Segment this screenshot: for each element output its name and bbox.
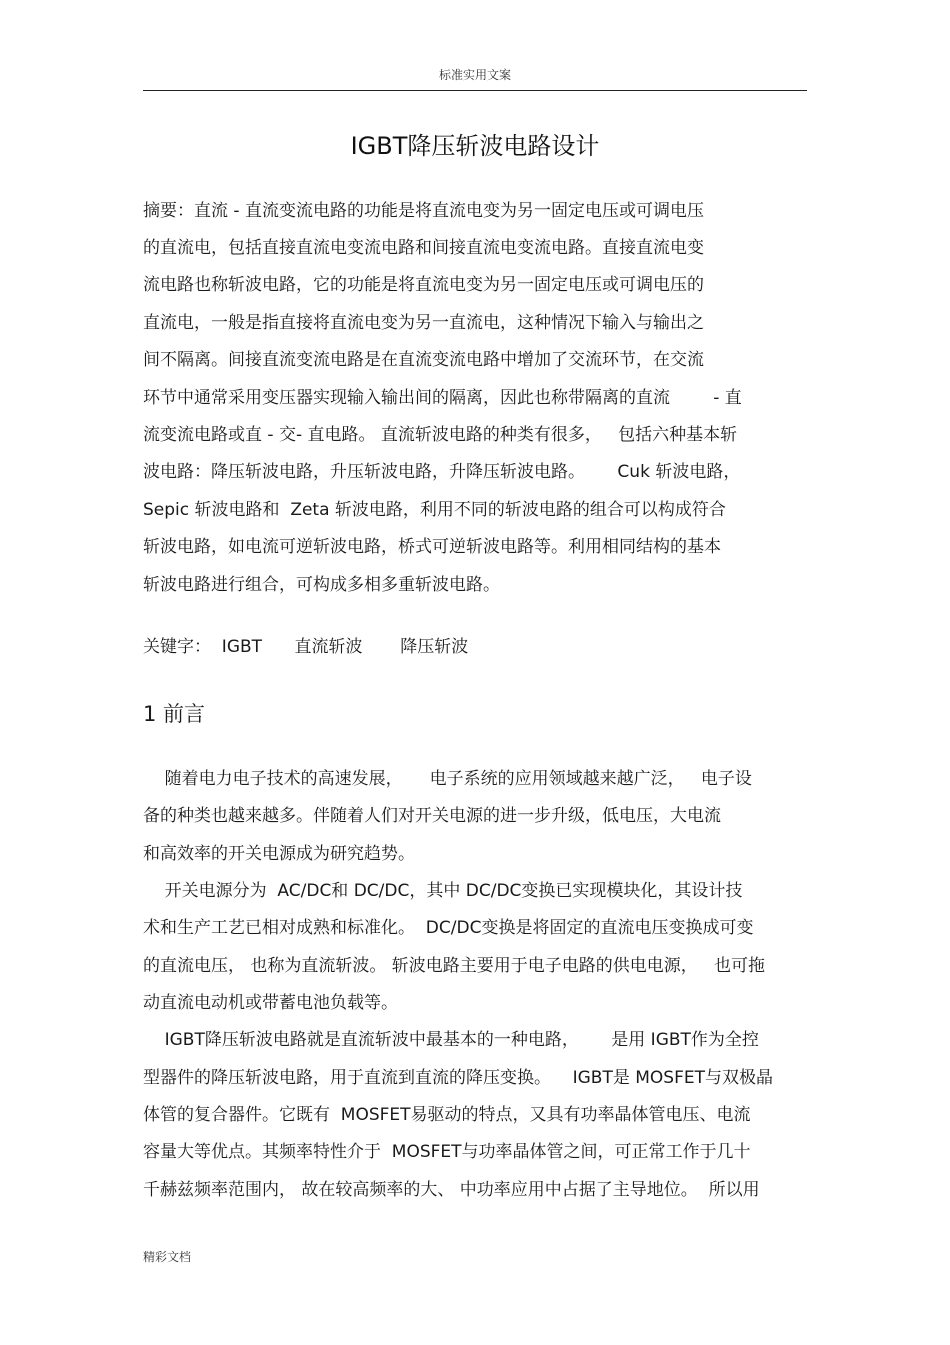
body-line: 和高效率的开关电源成为研究趋势。 (143, 844, 415, 864)
body-line: 容量大等优点。其频率特性介于 MOSFET与功率晶体管之间，可正常工作于几十 (143, 1142, 751, 1162)
page-footer-label: 精彩文档 (143, 1250, 192, 1264)
body-line: 术和生产工艺已相对成熟和标准化。 DC/DC变换是将固定的直流电压变换成可变 (143, 918, 754, 938)
section-heading: 1 前言 (143, 702, 206, 726)
body-line: 体管的复合器件。它既有 MOSFET易驱动的特点，又具有功率晶体管电压、电流 (143, 1105, 751, 1125)
header-divider (143, 90, 807, 91)
body-line: 型器件的降压斩波电路，用于直流到直流的降压变换。 IGBT是 MOSFET与双极晶 (143, 1068, 773, 1088)
abstract-line: 流电路也称斩波电路，它的功能是将直流电变为另一固定电压或可调电压的 (143, 275, 704, 295)
document-title: IGBT降压斩波电路设计 (350, 132, 600, 160)
abstract-line: Sepic 斩波电路和 Zeta 斩波电路，利用不同的斩波电路的组合可以构成符合 (143, 500, 726, 520)
page-header-label: 标准实用文案 (438, 68, 511, 82)
abstract-line: 间不隔离。间接直流变流电路是在直流变流电路中增加了交流环节，在交流 (143, 350, 704, 370)
abstract-line: 直流电，一般是指直接将直流电变为另一直流电，这种情况下输入与输出之 (143, 313, 704, 333)
body-line: 千赫兹频率范围内， 故在较高频率的大、 中功率应用中占据了主导地位。 所以用 (143, 1180, 760, 1200)
body-line: 随着电力电子技术的高速发展， 电子系统的应用领域越来越广泛， 电子设 (143, 769, 752, 789)
abstract-line: 的直流电，包括直接直流电变流电路和间接直流电变流电路。直接直流电变 (143, 238, 704, 258)
body-line: 的直流电压， 也称为直流斩波。 斩波电路主要用于电子电路的供电电源， 也可拖 (143, 956, 766, 976)
abstract-line: 斩波电路进行组合，可构成多相多重斩波电路。 (143, 575, 500, 595)
abstract-line: 流变流电路或直 - 交- 直电路。 直流斩波电路的种类有很多， 包括六种基本斩 (143, 425, 738, 445)
body-line: 动直流电动机或带蓄电池负载等。 (143, 993, 398, 1013)
abstract-line: 环节中通常采用变压器实现输入输出间的隔离，因此也称带隔离的直流 - 直 (143, 388, 742, 408)
body-line: 开关电源分为 AC/DC和 DC/DC，其中 DC/DC变换已实现模块化，其设计技 (143, 881, 743, 901)
body-line: IGBT降压斩波电路就是直流斩波中最基本的一种电路， 是用 IGBT作为全控 (143, 1030, 759, 1050)
body-line: 备的种类也越来越多。伴随着人们对开关电源的进一步升级，低电压，大电流 (143, 806, 721, 826)
abstract-line: 斩波电路，如电流可逆斩波电路，桥式可逆斩波电路等。利用相同结构的基本 (143, 537, 721, 557)
abstract-line: 摘要：直流 - 直流变流电路的功能是将直流电变为另一固定电压或可调电压 (143, 201, 704, 221)
abstract-line: 波电路：降压斩波电路，升压斩波电路，升降压斩波电路。 Cuk 斩波电路， (143, 462, 741, 482)
keywords-line: 关键字： IGBT 直流斩波 降压斩波 (143, 637, 469, 657)
